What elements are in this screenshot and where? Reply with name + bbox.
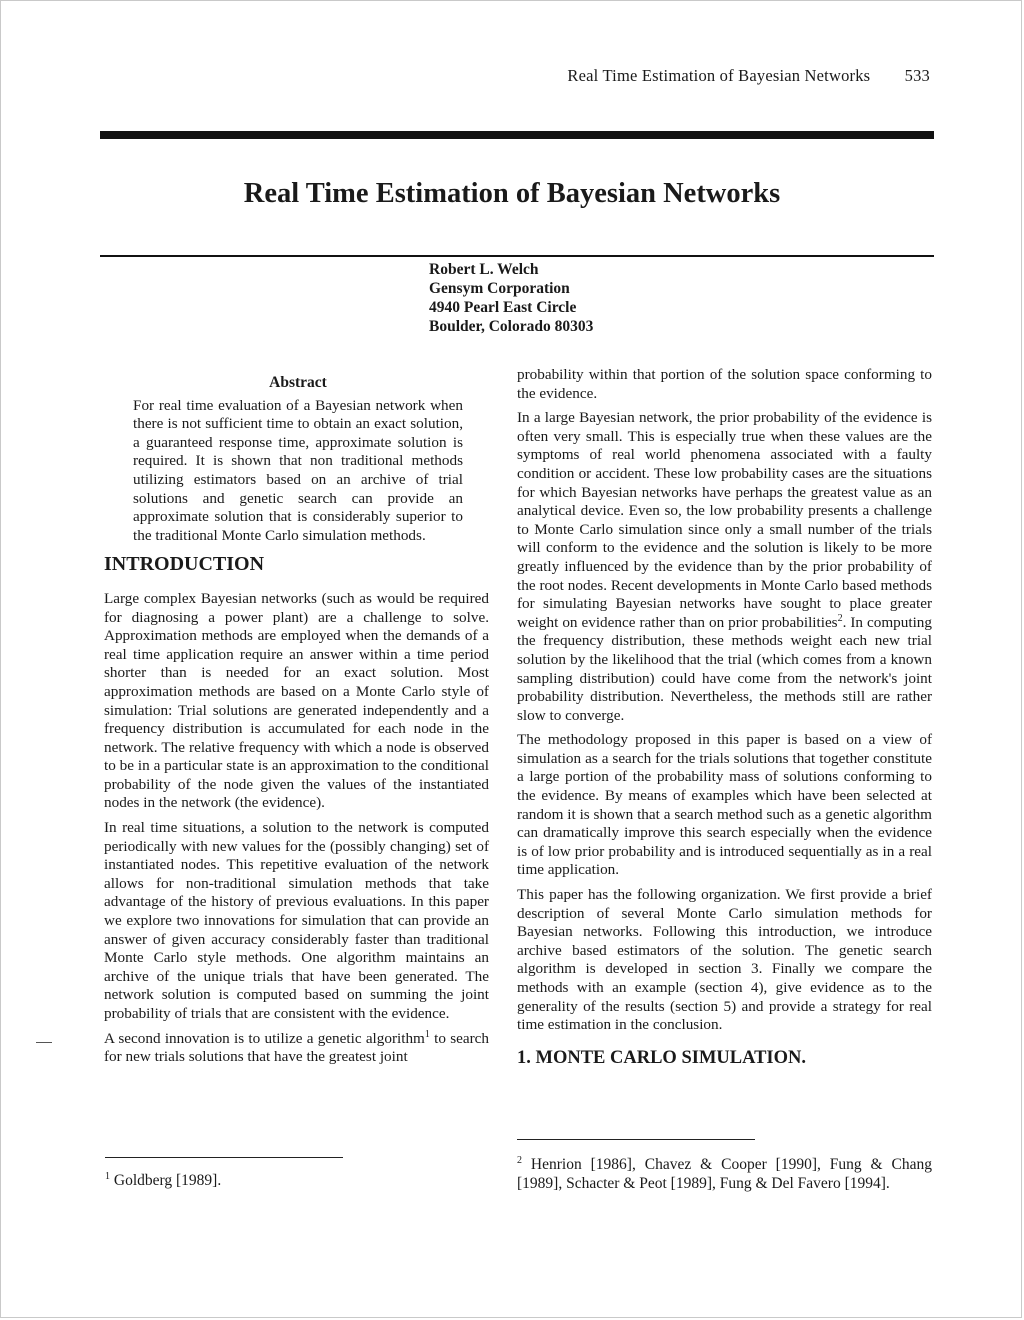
right-paragraph-1: probability within that portion of the solution space conforming to the evidence. — [517, 366, 932, 402]
margin-mark — [36, 1042, 52, 1043]
left-column — [104, 374, 489, 1073]
monte-carlo-heading: 1. MONTE CARLO SIMULATION. — [517, 1047, 806, 1068]
introduction-heading: INTRODUCTION — [104, 553, 265, 576]
page-number: 533 — [904, 66, 930, 85]
author-street: 4940 Pearl East Circle — [429, 299, 577, 316]
footnote-ref-2: 2 — [837, 612, 843, 624]
right-paragraph-2 — [517, 409, 932, 725]
right-paragraph-4: This paper has the following organization. We first provide a brief description of several Monte Carlo simulation methods for Bayesian networks. Following this introduction, we introduce archive based estimators of the solution. The genetic search algorithm is developed in section 3. Finally we compare the methods with an example (section 4), give evidence as to the generality of the results (section 5) and provide a strategy for real time estimation in the conclusion. — [517, 886, 932, 1034]
author-block — [429, 260, 593, 336]
intro-p3-text: A second innovation is to utilize a genetic algorithm — [104, 1029, 425, 1047]
abstract — [133, 374, 463, 545]
right-p2-text: In a large Bayesian network, the prior probability of the evidence is often very small. This is especially true when these values are the symptoms of real world phenomena associated with a faulty condition or accident. These low probability cases are the situations for which Bayesian networks have perhaps the greatest value as an analytical device. Even so, the low probability presents a challenge to Monte Carlo simulation since only a small number of the trials will conform to the evidence and the solution is likely to be more greatly influenced by the evidence than by the prior probability of the root nodes. Recent developments in Monte Carlo based methods for simulating Bayesian networks have sought to place greater weight on evidence rather than on prior probabilities — [517, 409, 932, 631]
right-column — [517, 366, 932, 1067]
intro-paragraph-1: Large complex Bayesian networks (such as would be required for diagnosing a power plant) are a challenge to solve. Approximation methods are employed when the demands of a real time application require an answer within a time period shorter than is needed for an exact solution. Most approximation methods are based on a Monte Carlo style of simulation: Trial solutions are generated independently and a frequency distribution is accumulated for each node in the network. The relative frequency with which a node is observed to be in a particular state is an approximation to the conditional probability of the node given the values of the instantiated nodes in the network (the evidence). — [104, 589, 489, 812]
author-city: Boulder, Colorado 80303 — [429, 318, 594, 335]
title-bottom-rule — [100, 255, 934, 257]
paper-title: Real Time Estimation of Bayesian Networks — [243, 178, 781, 209]
abstract-text: For real time evaluation of a Bayesian network when there is not sufficient time to obtain an exact solution, a guaranteed response time, approximate solution is required. It is shown that non traditional methods utilizing estimators based on an archive of trial solutions and genetic search can provide an approximate solution that is considerably superior to the traditional Monte Carlo simulation methods. — [133, 396, 463, 544]
running-title: Real Time Estimation of Bayesian Networks — [567, 66, 871, 85]
footnote-1-mark: 1 — [105, 1170, 110, 1182]
running-header — [567, 66, 930, 86]
footnote-2 — [517, 1155, 932, 1193]
title-top-rule — [100, 131, 934, 139]
footnote-1-text: Goldberg [1989]. — [110, 1172, 222, 1189]
footnote-rule-right — [517, 1139, 755, 1140]
footnote-rule-left — [105, 1157, 343, 1158]
intro-p3-text-cont: to search for new trials solutions that have the greatest joint — [104, 1029, 489, 1066]
footnote-2-text: Henrion [1986], Chavez & Cooper [1990], Fung & Chang [1989], Schacter & Peot [1989], Fung & Del Favero [1994]. — [517, 1156, 932, 1192]
footnote-2-mark: 2 — [517, 1154, 522, 1166]
intro-paragraph-3 — [104, 1030, 489, 1067]
right-p2-text-cont: . In computing the frequency distribution, these methods weight each new trial solution by the likelihood that the trial (which comes from a known sampling distribution) could have come from the network's joint probability distribution. Nevertheless, the methods still are rather slow to converge. — [517, 613, 932, 724]
footnote-1 — [105, 1171, 221, 1190]
author-organization: Gensym Corporation — [429, 280, 570, 297]
author-name: Robert L. Welch — [429, 261, 539, 278]
intro-paragraph-2: In real time situations, a solution to the network is computed periodically with new values for the (possibly changing) set of instantiated nodes. This repetitive evaluation of the network allows for non-traditional simulation methods that take advantage of the history of previous evaluations. In this paper we explore two innovations for simulation that can provide an answer of given accuracy considerably faster than traditional Monte Carlo style methods. One algorithm maintains an archive of the unique trials that have been generated. The network solution is computed based on summing the joint probability of trials that are consistent with the evidence. — [104, 819, 489, 1022]
right-paragraph-3: The methodology proposed in this paper is based on a view of simulation as a search for the trials solutions that together constitute a large portion of the probability mass of solutions conforming to the evidence. By means of examples which have been selected at random it is shown that a search method such as a genetic algorithm can dramatically improve this search especially when the evidence is of low prior probability and is introduced sequentially as in a real time application. — [517, 731, 932, 879]
abstract-heading: Abstract — [269, 374, 327, 391]
footnote-ref-1: 1 — [424, 1028, 430, 1040]
